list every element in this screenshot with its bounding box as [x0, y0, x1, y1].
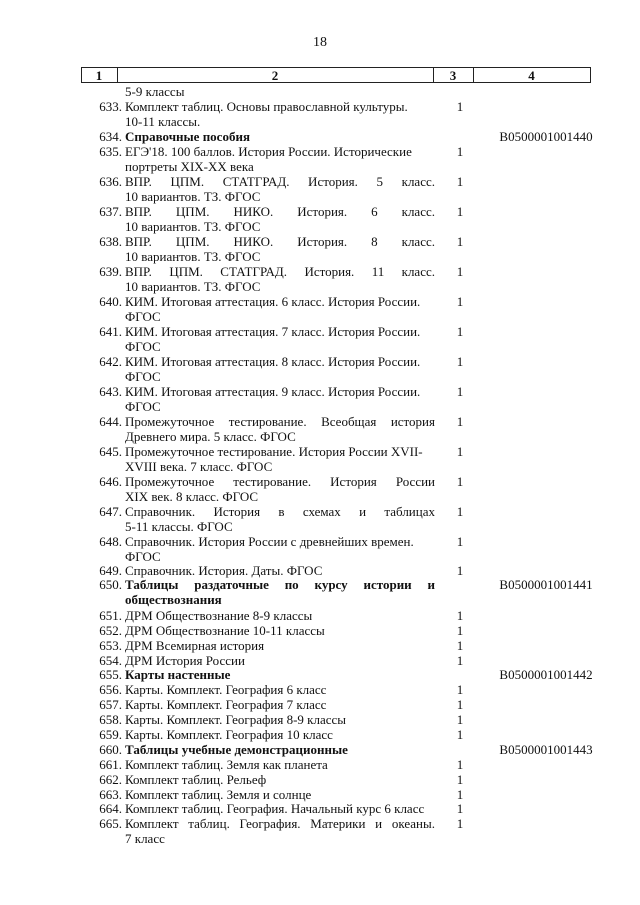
- description-line: ФГОС: [125, 368, 161, 384]
- row-description: [125, 728, 435, 743]
- row-number: 639.: [99, 264, 122, 279]
- description-line: ВПР. ЦПМ. СТАТГРАД. История. 11 класс.: [125, 264, 435, 279]
- description-line: 7 класс: [125, 830, 165, 846]
- row-number: 641.: [99, 324, 122, 339]
- row-description: [125, 175, 435, 205]
- row-number: 645.: [99, 444, 122, 459]
- description-line: ДРМ Обществознание 8-9 классы: [125, 608, 313, 623]
- description-line: Справочник. История. Даты. ФГОС: [125, 563, 323, 578]
- description-line: Комплект таблиц. Рельеф: [125, 772, 267, 787]
- row-description: [125, 668, 435, 683]
- row-number: 659.: [99, 727, 122, 742]
- row-number: 658.: [99, 712, 122, 727]
- row-number: 661.: [99, 757, 122, 772]
- row-quantity: 1: [456, 638, 464, 653]
- description-line: КИМ. Итоговая аттестация. 8 класс. История России.: [125, 354, 421, 369]
- row-number: 640.: [99, 294, 122, 309]
- description-line: Промежуточное тестирование. История России XVII-: [125, 444, 423, 459]
- row-quantity: 1: [456, 563, 464, 578]
- row-description: [125, 100, 435, 130]
- row-number: 660.: [99, 742, 122, 757]
- description-line: ДРМ История России: [125, 653, 245, 668]
- row-quantity: 1: [456, 504, 464, 519]
- row-description: [125, 609, 435, 624]
- description-line: Карты. Комплект. География 7 класс: [125, 697, 327, 712]
- header-col-1: 1: [95, 68, 103, 83]
- description-line: 5-11 классы. ФГОС: [125, 518, 233, 534]
- row-description: [125, 817, 435, 847]
- row-description: [125, 743, 435, 758]
- row-quantity: 1: [456, 697, 464, 712]
- description-line: ВПР. ЦПМ. НИКО. История. 8 класс.: [125, 234, 435, 249]
- row-number: 648.: [99, 534, 122, 549]
- row-number: 655.: [99, 667, 122, 682]
- row-quantity: 1: [456, 787, 464, 802]
- row-description: [125, 639, 435, 654]
- row-number: 644.: [99, 414, 122, 429]
- description-line: ВПР. ЦПМ. СТАТГРАД. История. 5 класс.: [125, 174, 435, 189]
- row-description: [125, 130, 435, 145]
- row-number: 643.: [99, 384, 122, 399]
- row-description: [125, 698, 435, 713]
- description-line: Комплект таблиц. Основы православной культуры.: [125, 99, 408, 114]
- description-line: Карты. Комплект. География 6 класс: [125, 682, 327, 697]
- row-number: 651.: [99, 608, 122, 623]
- row-quantity: 1: [456, 534, 464, 549]
- description-line: ФГОС: [125, 338, 161, 354]
- row-description: [125, 802, 435, 817]
- row-description: [125, 205, 435, 235]
- description-line: ДРМ Обществознание 10-11 классы: [125, 623, 325, 638]
- description-line: КИМ. Итоговая аттестация. 6 класс. История России.: [125, 294, 421, 309]
- header-col-4: 4: [528, 68, 535, 83]
- row-number: 654.: [99, 653, 122, 668]
- row-description: [125, 415, 435, 445]
- description-line: Древнего мира. 5 класс. ФГОС: [125, 428, 296, 444]
- row-description: [125, 535, 435, 565]
- row-description: [125, 683, 435, 698]
- row-number: 656.: [99, 682, 122, 697]
- row-number: 665.: [99, 816, 122, 831]
- description-line: Промежуточное тестирование. История России: [125, 474, 435, 489]
- row-description: [125, 445, 435, 475]
- row-description: [125, 355, 435, 385]
- row-number: 647.: [99, 504, 122, 519]
- row-quantity: 1: [456, 608, 464, 623]
- row-quantity: 1: [456, 623, 464, 638]
- row-quantity: 1: [456, 384, 464, 399]
- row-number: 650.: [99, 577, 122, 592]
- description-line: 10-11 классы.: [125, 113, 201, 129]
- description-line: Таблицы учебные демонстрационные: [125, 742, 348, 757]
- row-description: [125, 295, 435, 325]
- row-description: [125, 713, 435, 728]
- description-line: Таблицы раздаточные по курсу истории и: [125, 577, 435, 592]
- description-line: КИМ. Итоговая аттестация. 9 класс. История России.: [125, 384, 421, 399]
- row-quantity: 1: [456, 294, 464, 309]
- row-description: [125, 624, 435, 639]
- description-line: Справочные пособия: [125, 129, 250, 144]
- description-line: 10 вариантов. ТЗ. ФГОС: [125, 278, 261, 294]
- description-line: Комплект таблиц. География. Материки и океаны.: [125, 816, 435, 831]
- row-description: [125, 758, 435, 773]
- row-description: [125, 145, 435, 175]
- row-number: 637.: [99, 204, 122, 219]
- row-number: 663.: [99, 787, 122, 802]
- row-quantity: 1: [456, 653, 464, 668]
- description-line: Карты. Комплект. География 10 класс: [125, 727, 333, 742]
- row-description: [125, 385, 435, 415]
- row-number: 634.: [99, 129, 122, 144]
- row-description: [125, 578, 435, 608]
- description-line: портреты XIX-XX века: [125, 158, 254, 174]
- description-line: ЕГЭ'18. 100 баллов. История России. Исторические: [125, 144, 412, 159]
- row-description: [125, 773, 435, 788]
- description-line: ФГОС: [125, 398, 161, 414]
- description-line: обществознания: [125, 591, 222, 607]
- row-number: 649.: [99, 563, 122, 578]
- row-code: B0500001001440: [499, 129, 593, 144]
- row-code: B0500001001441: [499, 577, 593, 592]
- row-code: B0500001001443: [499, 742, 593, 757]
- description-line: Промежуточное тестирование. Всеобщая история: [125, 414, 435, 429]
- description-line: Справочник. История России с древнейших времен.: [125, 534, 414, 549]
- description-line: Комплект таблиц. География. Начальный курс 6 класс: [125, 801, 425, 816]
- row-number: 638.: [99, 234, 122, 249]
- page-number: 18: [313, 35, 327, 50]
- row-quantity: 1: [456, 682, 464, 697]
- row-quantity: 1: [456, 144, 464, 159]
- description-line: 10 вариантов. ТЗ. ФГОС: [125, 218, 261, 234]
- row-quantity: 1: [456, 204, 464, 219]
- row-number: 642.: [99, 354, 122, 369]
- description-line: Справочник. История в схемах и таблицах: [125, 504, 435, 519]
- row-quantity: 1: [456, 474, 464, 489]
- row-number: 635.: [99, 144, 122, 159]
- row-code: B0500001001442: [499, 667, 593, 682]
- row-description: [125, 265, 435, 295]
- row-description: [125, 235, 435, 265]
- row-number: 646.: [99, 474, 122, 489]
- description-line: Карты. Комплект. География 8-9 классы: [125, 712, 347, 727]
- header-col-3: 3: [449, 68, 457, 83]
- row-quantity: 1: [456, 99, 464, 114]
- row-quantity: 1: [456, 324, 464, 339]
- description-line: КИМ. Итоговая аттестация. 7 класс. История России.: [125, 324, 421, 339]
- description-line: XIX век. 8 класс. ФГОС: [125, 488, 259, 504]
- row-quantity: 1: [456, 354, 464, 369]
- row-quantity: 1: [456, 444, 464, 459]
- row-number: 664.: [99, 801, 122, 816]
- row-number: 662.: [99, 772, 122, 787]
- row-number: 657.: [99, 697, 122, 712]
- row-quantity: 1: [456, 414, 464, 429]
- description-line: 10 вариантов. ТЗ. ФГОС: [125, 248, 261, 264]
- row-quantity: 1: [456, 772, 464, 787]
- row-quantity: 1: [456, 727, 464, 742]
- description-line: ФГОС: [125, 308, 161, 324]
- description-line: ДРМ Всемирная история: [125, 638, 265, 653]
- description-line: Комплект таблиц. Земля и солнце: [125, 787, 312, 802]
- row-quantity: 1: [456, 757, 464, 772]
- row-number: 653.: [99, 638, 122, 653]
- row-number: 633.: [99, 99, 122, 114]
- row-number: 636.: [99, 174, 122, 189]
- row-description: [125, 505, 435, 535]
- description-line: ВПР. ЦПМ. НИКО. История. 6 класс.: [125, 204, 435, 219]
- continued-text: 5-9 классы: [125, 84, 185, 99]
- row-number: 652.: [99, 623, 122, 638]
- row-quantity: 1: [456, 712, 464, 727]
- row-quantity: 1: [456, 234, 464, 249]
- row-quantity: 1: [456, 264, 464, 279]
- description-line: 10 вариантов. ТЗ. ФГОС: [125, 188, 261, 204]
- row-quantity: 1: [456, 174, 464, 189]
- row-description: [125, 325, 435, 355]
- description-line: XVIII века. 7 класс. ФГОС: [125, 458, 273, 474]
- description-line: ФГОС: [125, 548, 161, 564]
- row-quantity: 1: [456, 816, 464, 831]
- header-col-2: 2: [271, 68, 279, 83]
- row-quantity: 1: [456, 801, 464, 816]
- row-description: [125, 475, 435, 505]
- description-line: Карты настенные: [125, 667, 231, 682]
- description-line: Комплект таблиц. Земля как планета: [125, 757, 328, 772]
